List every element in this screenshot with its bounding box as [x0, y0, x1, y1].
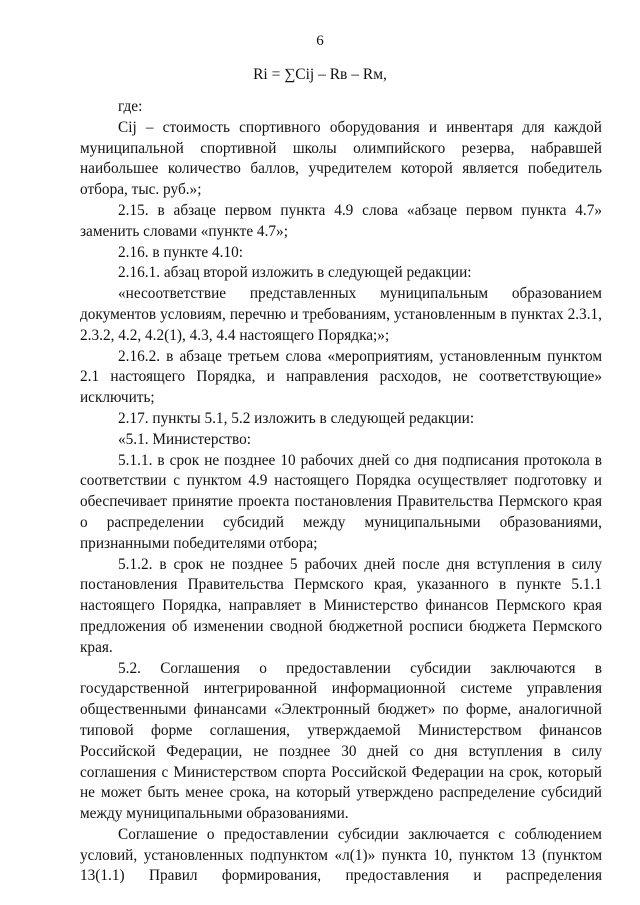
paragraph-5-2: 5.2. Соглашения о предоставлении субсидии заключаются в государственной интегрированной информационной системе управления общественными финансами «Электронный бюджет» по форме, аналогичной типовой форме соглашения, утверждаемой Министерством финансов Российской Федерации, не позднее 30 дней со дня вступления в силу соглашения с Министерством спорта Российской Федерации на срок, который не может быть менее срока, на который утверждено распределение субсидий между муниципальными образованиями.	[80, 659, 602, 823]
paragraph-2-16: 2.16. в пункте 4.10:	[118, 243, 244, 261]
formula: Ri = ∑Cij – Rв – Rм,	[253, 66, 387, 83]
document-body	[80, 97, 602, 887]
paragraph-cij-definition: Cij – стоимость спортивного оборудования и инвентаря для каждой муниципальной спортивной школы олимпийского резерва, набравшей наибольшее количество баллов, учредителем которой является победитель отбора, тыс. руб.»;	[80, 118, 602, 199]
page-number: 6	[316, 33, 324, 49]
paragraph-5-1-2: 5.1.2. в срок не позднее 5 рабочих дней после дня вступления в силу постановления Правительства Пермского края, указанного в пункте 5.1.1 настоящего Порядка, направляет в Министерство финансов Пермского края предложения об изменении сводной бюджетной росписи бюджета Пермского края.	[80, 555, 602, 656]
paragraph-2-16-1: 2.16.1. абзац второй изложить в следующей редакции:	[118, 264, 472, 282]
paragraph-2-16-2: 2.16.2. в абзаце третьем слова «мероприятиям, установленным пунктом 2.1 настоящего Порядка, и направления расходов, не соответствующие» исключить;	[80, 347, 602, 407]
paragraph-quoted-noncompliance: «несоответствие представленных муниципальным образованием документов условиям, перечню и требованиям, установленным в пунктах 2.3.1, 2.3.2, 4.2, 4.2(1), 4.3, 4.4 настоящего Порядка;»;	[80, 285, 602, 344]
paragraph-2-17: 2.17. пункты 5.1, 5.2 изложить в следующей редакции:	[118, 409, 475, 427]
paragraph-2-15: 2.15. в абзаце первом пункта 4.9 слова «абзаце первом пункта 4.7» заменить словами «пункте 4.7»;	[80, 201, 602, 240]
paragraph-5-1-1: 5.1.1. в срок не позднее 10 рабочих дней со дня подписания протокола в соответствии с пунктом 4.9 настоящего Порядка осуществляет подготовку и обеспечивает принятие проекта постановления Правительства Пермского края о распределении субсидий между муниципальными образованиями, признанными победителями отбора;	[80, 451, 602, 552]
paragraph-where: где:	[118, 98, 143, 115]
paragraph-agreement: Соглашение о предоставлении субсидии заключается с соблюдением условий, установленных подпунктом «л(1)» пункта 10, пунктом 13 (пунктом 13(1.1) Правил формирования, предоставления и распределения	[80, 825, 602, 885]
paragraph-5-1: «5.1. Министерство:	[118, 430, 251, 448]
